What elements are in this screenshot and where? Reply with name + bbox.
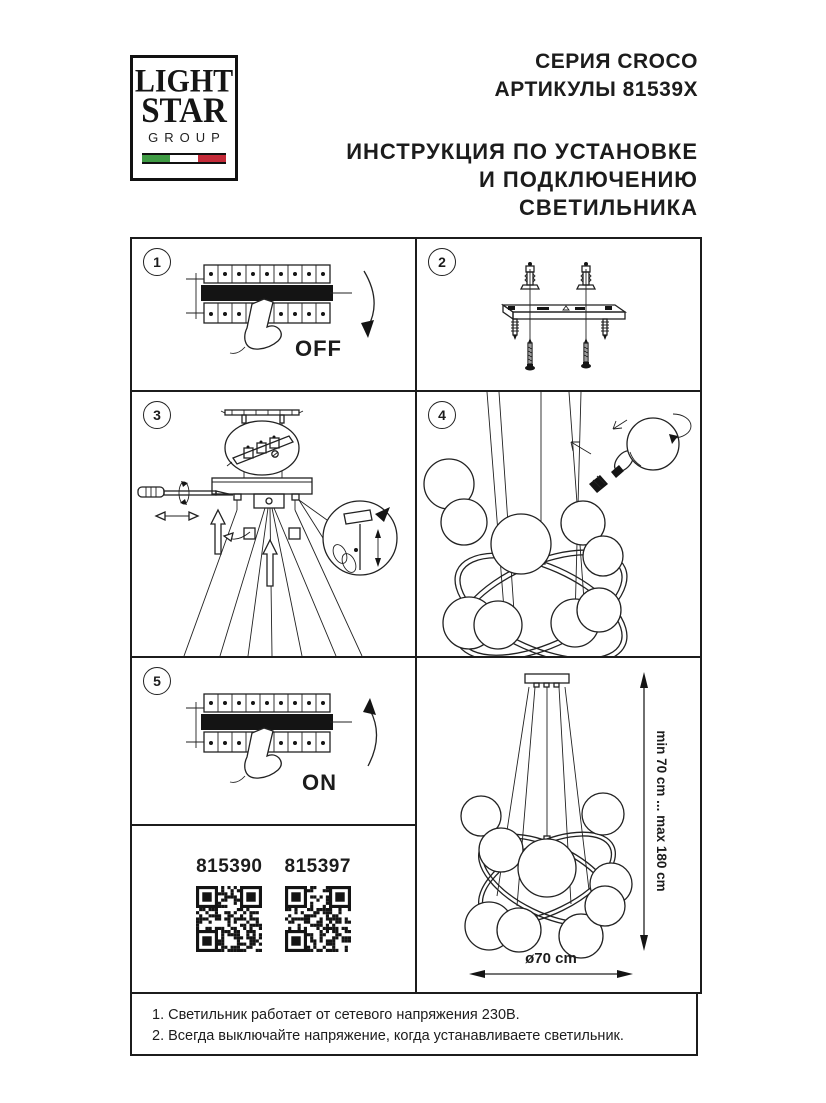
footer-notes <box>130 992 698 1056</box>
terminal-block-detail <box>225 421 299 475</box>
off-label: OFF <box>295 336 342 361</box>
stud-screw-icon <box>601 319 609 340</box>
step-3-panel <box>132 392 415 656</box>
article-code: 815390 <box>196 856 263 877</box>
cable-stop-icon <box>289 528 300 539</box>
instruction-grid <box>130 237 702 994</box>
step-number-badge: 1 <box>143 248 171 276</box>
instruction-title-line2: И ПОДКЛЮЧЕНИЮ СВЕТИЛЬНИКА <box>478 167 698 220</box>
canopy-mounting-drawing <box>132 392 415 656</box>
bracket-anchors-drawing <box>417 239 700 390</box>
breaker-off-drawing <box>132 239 415 390</box>
logo-word-light: LIGHT <box>134 63 234 100</box>
step-4-panel <box>417 392 700 656</box>
screwdriver-icon <box>138 481 233 505</box>
breaker-on-drawing <box>132 658 415 824</box>
instruction-title-line1: ИНСТРУКЦИЯ ПО УСТАНОВКЕ <box>346 139 698 164</box>
step-5-panel <box>132 658 415 824</box>
step-number-badge: 3 <box>143 401 171 429</box>
step-2-panel <box>417 239 700 390</box>
logo-word-star: STAR <box>141 91 227 131</box>
height-range-label: min 70 cm ... max 180 cm <box>654 729 669 892</box>
note-voltage: 1. Светильник работает от сетевого напряжения 230В. <box>152 1007 520 1023</box>
article-qr-panel <box>132 826 415 992</box>
note-safety: 2. Всегда выключайте напряжение, когда устанавливаете светильник. <box>152 1028 624 1044</box>
height-dimension <box>640 672 669 951</box>
step-1-panel <box>132 239 415 390</box>
dimensions-panel <box>417 658 700 992</box>
logo-word-group: GROUP <box>148 129 226 145</box>
italian-flag-stripe <box>142 153 226 164</box>
up-arrow-icon <box>211 510 225 554</box>
cable-lock-detail <box>299 500 397 575</box>
insert-arrow <box>571 442 591 454</box>
series-name: СЕРИЯ CROCO <box>535 50 698 73</box>
step-number-badge: 5 <box>143 667 171 695</box>
cable-stop-icon <box>244 528 255 539</box>
lightstar-logo <box>130 55 238 181</box>
article-code: 815397 <box>284 856 351 877</box>
ceiling-plate-icon <box>525 674 569 687</box>
glass-globes <box>461 793 632 958</box>
header-titles <box>300 48 698 222</box>
qr-code <box>285 886 351 952</box>
slide-arrow-icon <box>156 512 198 520</box>
diameter-dimension <box>469 950 633 978</box>
step-number-badge: 2 <box>428 248 456 276</box>
socket-icon <box>589 475 608 493</box>
on-label: ON <box>302 769 337 795</box>
chandelier-dimensions-drawing <box>417 658 700 992</box>
mounting-bar-icon <box>503 305 625 319</box>
diameter-label: ø70 cm <box>525 949 577 967</box>
up-arrow-icon <box>263 540 277 586</box>
step-number-badge: 4 <box>428 401 456 429</box>
chandelier-assembly-drawing <box>417 392 700 656</box>
stud-screw-icon <box>511 319 519 340</box>
qr-code <box>196 886 262 952</box>
article-numbers: АРТИКУЛЫ 81539X <box>494 78 698 101</box>
